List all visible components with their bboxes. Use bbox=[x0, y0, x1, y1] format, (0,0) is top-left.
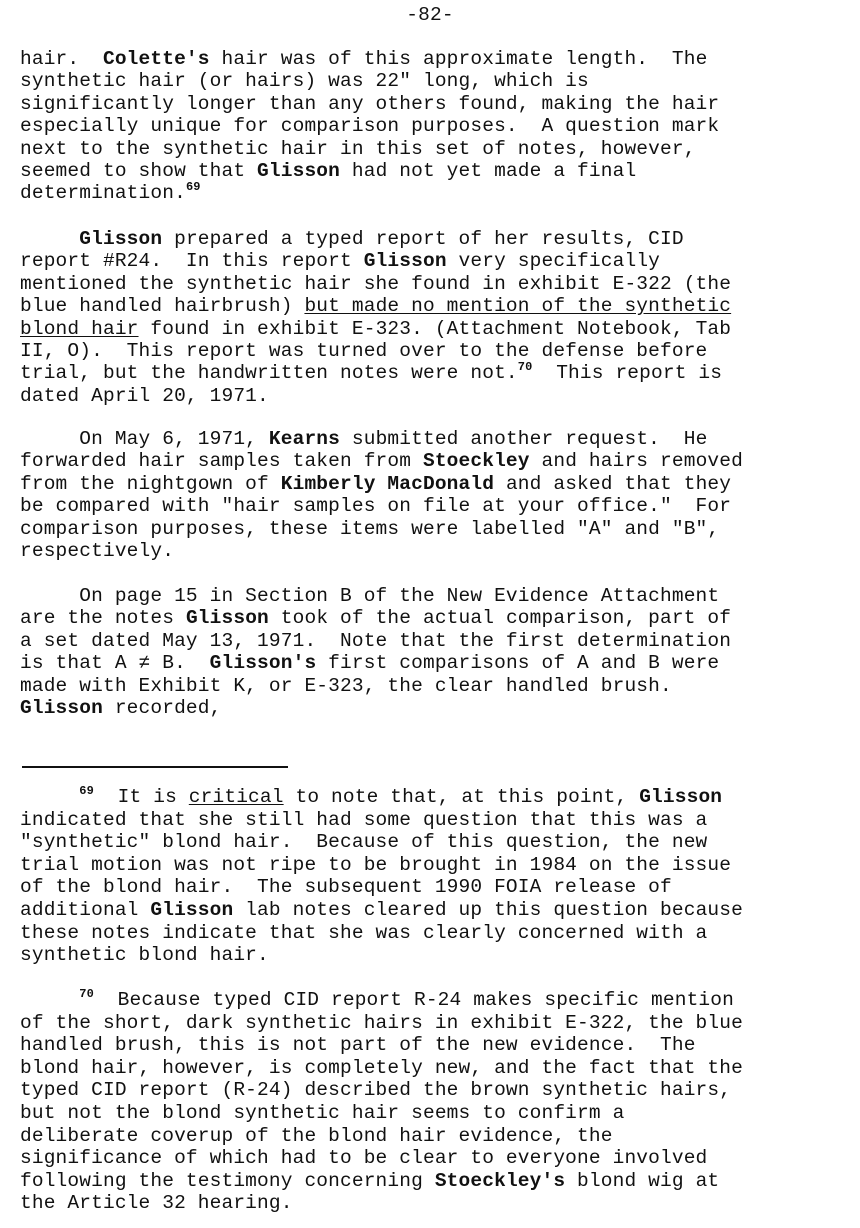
text-line bbox=[20, 989, 850, 1012]
text-run: critical bbox=[188, 786, 284, 808]
text-run: dated April 20, 1971. bbox=[20, 384, 269, 407]
text-line bbox=[20, 697, 850, 719]
text-line bbox=[20, 1170, 850, 1193]
text-run: Glisson bbox=[150, 898, 234, 921]
text-run: handled brush, this is not part of the new evidence. The bbox=[20, 1034, 696, 1057]
text-run: to note that, at this point, bbox=[283, 786, 640, 808]
text-line bbox=[20, 295, 850, 317]
text-line bbox=[20, 876, 850, 899]
text-line bbox=[20, 1057, 850, 1080]
text-run: On May 6, 1971, bbox=[20, 428, 269, 450]
footnote-ref: 70 bbox=[517, 360, 533, 375]
text-run: submitted another request. He bbox=[340, 428, 708, 450]
text-run: following the testimony concerning bbox=[20, 1169, 435, 1192]
text-line bbox=[20, 854, 850, 877]
text-run: Glisson bbox=[639, 786, 723, 808]
footnote-ref: 69 bbox=[185, 180, 201, 195]
footnote-70 bbox=[20, 989, 850, 1215]
text-run: On page 15 in Section B of the New Evidence Attachment bbox=[20, 585, 720, 607]
text-line bbox=[20, 1192, 850, 1215]
text-run: Glisson bbox=[79, 228, 163, 250]
text-run: Kearns bbox=[268, 428, 341, 450]
paragraph-2 bbox=[20, 228, 850, 407]
text-run: very specifically bbox=[446, 250, 661, 273]
text-run: Stoeckley's bbox=[434, 1169, 566, 1192]
footnote-ref: 70 bbox=[79, 987, 94, 1001]
text-line bbox=[20, 273, 850, 295]
text-line bbox=[20, 809, 850, 832]
text-run: but made no mention of the synthetic bbox=[304, 295, 732, 318]
text-run: additional bbox=[20, 898, 151, 921]
text-run: Colette's bbox=[102, 48, 210, 70]
text-line bbox=[20, 48, 850, 70]
text-run: of the short, dark synthetic hairs in exhibit E-322, the blue bbox=[20, 1011, 743, 1034]
text-line bbox=[20, 1147, 850, 1170]
text-run: trial, but the handwritten notes were not. bbox=[20, 362, 518, 385]
text-run bbox=[20, 786, 79, 808]
text-line bbox=[20, 1102, 850, 1125]
text-run: It is bbox=[93, 786, 189, 808]
text-line bbox=[20, 70, 850, 92]
text-run: significance of which had to be clear to everyone involved bbox=[20, 1147, 708, 1170]
text-run bbox=[20, 228, 79, 250]
text-run: Glisson's bbox=[209, 652, 317, 675]
text-run: found in exhibit E-323. (Attachment Notebook, Tab bbox=[138, 317, 732, 340]
text-line bbox=[20, 585, 850, 607]
text-line bbox=[20, 1034, 850, 1057]
text-run: be compared with "hair samples on file at your office." For bbox=[20, 495, 732, 518]
text-line bbox=[20, 385, 850, 407]
text-line bbox=[20, 362, 850, 384]
text-run: first comparisons of A and B were bbox=[316, 652, 720, 675]
text-run: blue handled hairbrush) bbox=[20, 295, 305, 318]
text-run: forwarded hair samples taken from bbox=[20, 450, 423, 473]
text-line bbox=[20, 607, 850, 629]
text-run: determination. bbox=[20, 182, 186, 205]
text-line bbox=[20, 428, 850, 450]
text-run: these notes indicate that she was clearly concerned with a bbox=[20, 921, 708, 944]
text-line bbox=[20, 786, 850, 809]
text-run: Glisson bbox=[20, 696, 103, 719]
text-run: "synthetic" blond hair. Because of this question, the new bbox=[20, 831, 708, 854]
text-run: and asked that they bbox=[494, 472, 732, 495]
text-run: deliberate coverup of the blond hair evidence, the bbox=[20, 1124, 613, 1147]
text-run: respectively. bbox=[20, 539, 175, 562]
text-line bbox=[20, 1079, 850, 1102]
text-run: Glisson bbox=[363, 250, 447, 273]
text-line bbox=[20, 160, 850, 182]
text-run: significantly longer than any others found, making the hair bbox=[20, 92, 720, 115]
text-run: This report is bbox=[532, 362, 723, 385]
text-run: lab notes cleared up this question because bbox=[233, 898, 743, 921]
text-run: blond hair, however, is completely new, and the fact that the bbox=[20, 1056, 743, 1079]
paragraph-4 bbox=[20, 585, 850, 719]
text-line bbox=[20, 518, 850, 540]
paragraph-3 bbox=[20, 428, 850, 562]
text-run: Glisson bbox=[185, 607, 269, 630]
text-run: II, O). This report was turned over to the defense before bbox=[20, 339, 708, 362]
text-line bbox=[20, 473, 850, 495]
text-run: had not yet made a final bbox=[340, 159, 637, 182]
text-line bbox=[20, 675, 850, 697]
text-run: blond hair bbox=[20, 317, 139, 340]
text-run: comparison purposes, these items were labelled "A" and "B", bbox=[20, 517, 720, 540]
text-line bbox=[20, 93, 850, 115]
page-number: -82- bbox=[406, 4, 454, 26]
text-run: but not the blond synthetic hair seems to confirm a bbox=[20, 1101, 625, 1124]
text-run bbox=[20, 989, 79, 1011]
text-line bbox=[20, 652, 850, 674]
text-run: Kimberly MacDonald bbox=[280, 472, 495, 495]
text-line bbox=[20, 922, 850, 945]
text-line bbox=[20, 182, 850, 204]
text-run: trial motion was not ripe to be brought in 1984 on the issue bbox=[20, 853, 732, 876]
text-line bbox=[20, 831, 850, 854]
text-line bbox=[20, 630, 850, 652]
text-run: made with Exhibit K, or E-323, the clear handled brush. bbox=[20, 674, 672, 697]
text-run: from the nightgown of bbox=[20, 472, 281, 495]
paragraph-1 bbox=[20, 48, 850, 205]
text-line bbox=[20, 250, 850, 272]
text-line bbox=[20, 318, 850, 340]
text-run: and hairs removed bbox=[529, 450, 743, 473]
text-run: seemed to show that bbox=[20, 159, 258, 182]
text-line bbox=[20, 1125, 850, 1148]
text-line bbox=[20, 450, 850, 472]
text-run: report #R24. In this report bbox=[20, 250, 364, 273]
text-line bbox=[20, 340, 850, 362]
text-run: of the blond hair. The subsequent 1990 FOIA release of bbox=[20, 876, 672, 899]
text-line bbox=[20, 138, 850, 160]
text-run: next to the synthetic hair in this set of notes, however, bbox=[20, 137, 696, 160]
text-run: synthetic blond hair. bbox=[20, 944, 269, 967]
text-run: recorded, bbox=[102, 696, 222, 719]
text-line bbox=[20, 115, 850, 137]
text-run: synthetic hair (or hairs) was 22" long, which is bbox=[20, 70, 589, 93]
text-run: are the notes bbox=[20, 607, 186, 630]
text-run: mentioned the synthetic hair she found in exhibit E-322 (the bbox=[20, 272, 732, 295]
text-run: Stoeckley bbox=[422, 450, 530, 473]
text-line bbox=[20, 540, 850, 562]
footnote-69 bbox=[20, 786, 850, 967]
text-run: especially unique for comparison purposes. A question mark bbox=[20, 115, 720, 138]
text-run: Because typed CID report R-24 makes specific mention bbox=[93, 989, 734, 1011]
text-run: hair was of this approximate length. The bbox=[209, 48, 708, 70]
footnote-divider bbox=[22, 766, 288, 768]
text-run: is that A ≠ B. bbox=[20, 652, 210, 675]
text-run: blond wig at bbox=[565, 1169, 720, 1192]
footnote-ref: 69 bbox=[79, 784, 94, 798]
text-run: a set dated May 13, 1971. Note that the first determination bbox=[20, 629, 732, 652]
text-run: Glisson bbox=[257, 159, 341, 182]
text-run: the Article 32 hearing. bbox=[20, 1192, 293, 1215]
text-line bbox=[20, 944, 850, 967]
text-run: hair. bbox=[20, 48, 103, 70]
text-run: typed CID report (R-24) described the brown synthetic hairs, bbox=[20, 1079, 732, 1102]
text-run: indicated that she still had some question that this was a bbox=[20, 808, 708, 831]
text-line bbox=[20, 899, 850, 922]
text-run: took of the actual comparison, part of bbox=[268, 607, 732, 630]
text-run: prepared a typed report of her results, CID bbox=[162, 228, 684, 250]
text-line bbox=[20, 228, 850, 250]
text-line bbox=[20, 495, 850, 517]
text-line bbox=[20, 1012, 850, 1035]
